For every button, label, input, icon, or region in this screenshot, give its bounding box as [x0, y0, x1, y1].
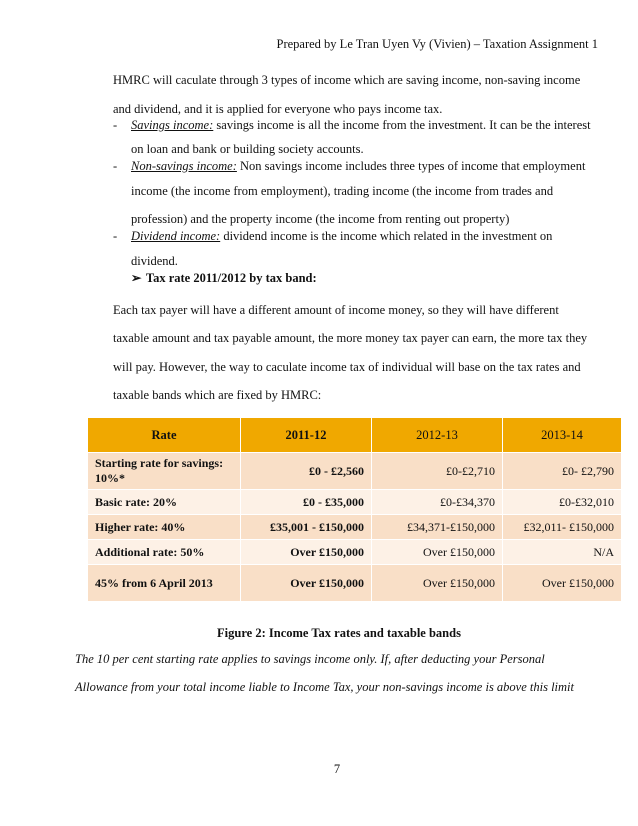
header-2012-13: 2012-13	[372, 418, 503, 452]
table-cell-2012-13: Over £150,000	[372, 539, 503, 564]
table-cell-2012-13: £34,371-£150,000	[372, 514, 503, 539]
table-row	[88, 539, 622, 564]
table-row	[88, 489, 622, 514]
tax-rates-table	[88, 418, 622, 601]
table-row	[88, 514, 622, 539]
figure-caption: Figure 2: Income Tax rates and taxable bands	[217, 626, 461, 640]
table-cell-2012-13: £0-£2,710	[372, 452, 503, 489]
table-cell-2011-12: Over £150,000	[241, 564, 372, 601]
bullet-non-savings-line-1	[131, 159, 585, 174]
bullet-dash: -	[113, 159, 118, 173]
note-line-2: Allowance from your total income liable to Income Tax, your non-savings income is above this limit	[75, 680, 575, 694]
page-header: Prepared by Le Tran Uyen Vy (Vivien) – Taxation Assignment 1	[276, 37, 598, 51]
table-cell-rate: Basic rate: 20%	[88, 489, 241, 514]
paragraph-line-3: will pay. However, the way to caculate income tax of individual will base on the tax rates and	[113, 360, 581, 374]
bullet-dash: -	[113, 229, 118, 243]
bullet-savings-line-2: on loan and bank or building society accounts.	[131, 142, 364, 156]
table-cell-2012-13: Over £150,000	[372, 564, 503, 601]
bullet-dividend-line-1	[131, 229, 552, 244]
table-cell-2013-14: £32,011- £150,000	[503, 514, 622, 539]
bullet-text: dividend income is the income which related in the investment on	[220, 229, 553, 243]
table-cell-rate: Additional rate: 50%	[88, 539, 241, 564]
bullet-text: savings income is all the income from the investment. It can be the interest	[213, 118, 591, 132]
term-non-savings-income: Non-savings income:	[131, 159, 237, 173]
table-cell-2011-12: £0 - £35,000	[241, 489, 372, 514]
table-cell-2011-12: £0 - £2,560	[241, 452, 372, 489]
intro-line-2: and dividend, and it is applied for everyone who pays income tax.	[113, 102, 443, 116]
table-cell-2011-12: Over £150,000	[241, 539, 372, 564]
bullet-text: Non savings income includes three types of income that employment	[236, 159, 586, 173]
bullet-dividend-line-2: dividend.	[131, 254, 178, 268]
paragraph-line-4: taxable bands which are fixed by HMRC:	[113, 388, 322, 402]
table-header-row	[88, 418, 622, 452]
note-line-1: The 10 per cent starting rate applies to savings income only. If, after deducting your Personal	[75, 652, 545, 666]
table-cell-2012-13: £0-£34,370	[372, 489, 503, 514]
bullet-non-savings-line-3: profession) and the property income (the income from renting out property)	[131, 212, 510, 226]
term-dividend-income: Dividend income:	[131, 229, 221, 243]
table-row	[88, 564, 622, 601]
bullet-dash: -	[113, 118, 118, 132]
table-cell-rate: Higher rate: 40%	[88, 514, 241, 539]
table-cell-2013-14: N/A	[503, 539, 622, 564]
table-cell-rate: Starting rate for savings: 10%*	[88, 452, 241, 489]
term-savings-income: Savings income:	[131, 118, 214, 132]
table-cell-2013-14: £0- £2,790	[503, 452, 622, 489]
header-rate: Rate	[88, 418, 241, 452]
header-2013-14: 2013-14	[503, 418, 622, 452]
arrow-bullet-icon: ➢	[131, 271, 142, 285]
table-cell-2013-14: Over £150,000	[503, 564, 622, 601]
table-cell-2013-14: £0-£32,010	[503, 489, 622, 514]
bullet-savings-line-1	[131, 118, 591, 133]
table-cell-rate: 45% from 6 April 2013	[88, 564, 241, 601]
paragraph-line-2: taxable amount and tax payable amount, the more money tax payer can earn, the more tax they	[113, 331, 588, 345]
subheading	[131, 270, 317, 286]
header-2011-12: 2011-12	[241, 418, 372, 452]
table-cell-2011-12: £35,001 - £150,000	[241, 514, 372, 539]
table-row	[88, 452, 622, 489]
paragraph-line-1: Each tax payer will have a different amount of income money, so they will have different	[113, 303, 559, 317]
page-number: 7	[333, 762, 341, 776]
intro-line-1: HMRC will caculate through 3 types of income which are saving income, non-saving income	[113, 73, 581, 87]
subheading-text: Tax rate 2011/2012 by tax band:	[145, 271, 317, 285]
bullet-non-savings-line-2: income (the income from employment), trading income (the income from trades and	[131, 184, 554, 198]
